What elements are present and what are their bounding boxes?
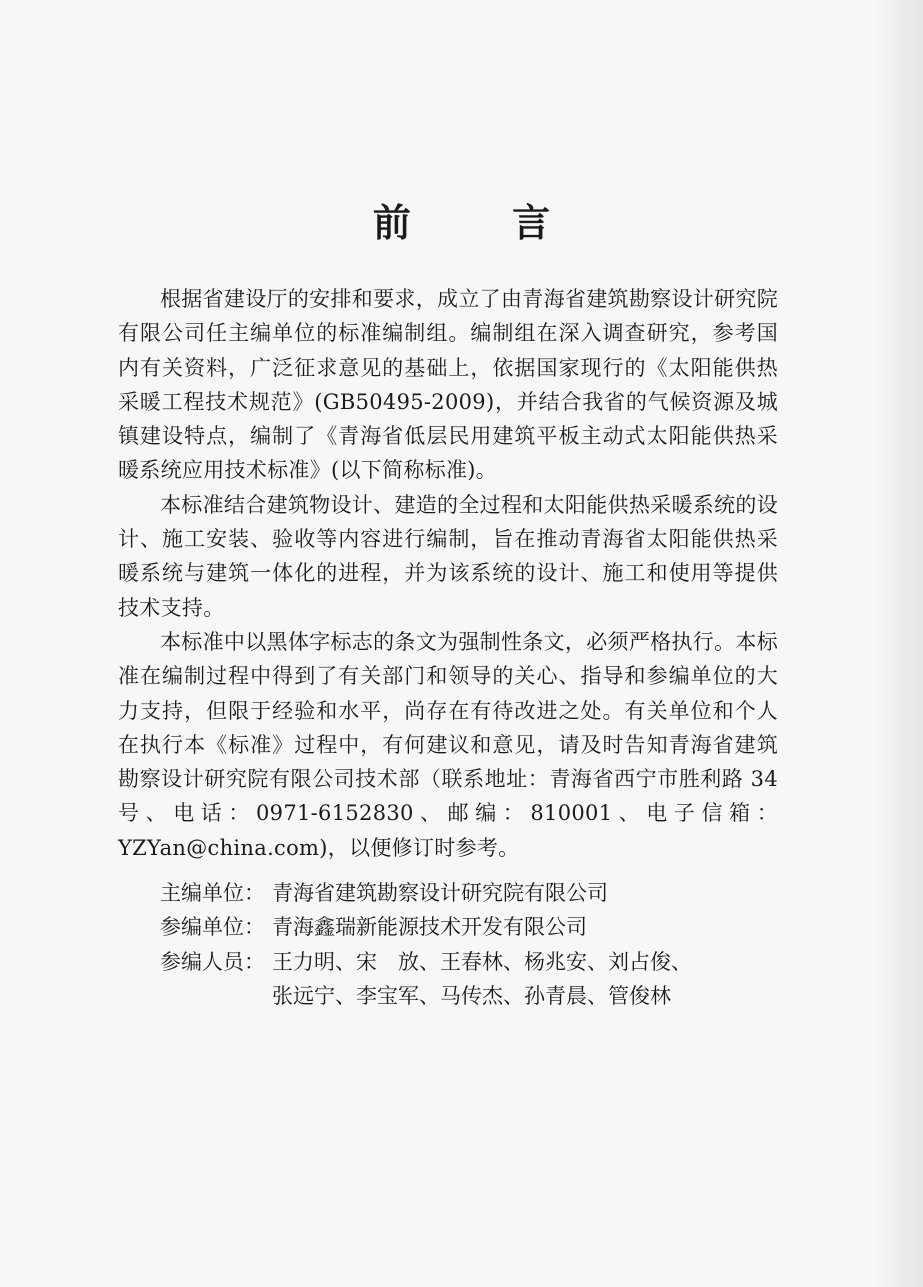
paragraph-1: 根据省建设厅的安排和要求，成立了由青海省建筑勘察设计研究院有限公司任主编单位的标准编制组。编制组在深入调查研究，参考国内有关资料，广泛征求意见的基础上，依据国家现行的《太阳能供热采暖工程技术规范》(GB50495-2009)，并结合我省的气候资源及城镇建设特点，编制了《青海省低层民用建筑平板主动式太阳能供热采暖系统应用技术标准》(以下简称标准)。 — [118, 287, 778, 483]
staff-label: 参编人员： — [160, 949, 265, 974]
paragraph-3: 本标准中以黑体字标志的条文为强制性条文，必须严格执行。本标准在编制过程中得到了有关部门和领导的关心、指导和参编单位的大力支持，但限于经验和水平，尚存在有待改进之处。有关单位和个人在执行本《标准》过程中，有何建议和意见，请及时告知青海省建筑勘察设计研究院有限公司技术部（联系地址：青海省西宁市胜利路 34 号、电话：0971-6152830、邮编：810001、电子信箱：YZYan@china.com)，以便修订时参考。 — [118, 629, 778, 860]
chief-editor-value: 青海省建筑勘察设计研究院有限公司 — [272, 881, 608, 905]
credits-block — [160, 876, 780, 1013]
page-title: 前 言 — [372, 201, 595, 245]
participant-unit-label: 参编单位： — [160, 915, 265, 940]
paragraph-2: 本标准结合建筑物设计、建造的全过程和太阳能供热采暖系统的设计、施工安装、验收等内容进行编制，旨在推动青海省太阳能供热采暖系统与建筑一体化的进程，并为该系统的设计、施工和使用等提供技术支持。 — [118, 492, 778, 620]
preface-body — [118, 282, 778, 865]
chief-editor-label: 主编单位： — [160, 881, 265, 905]
staff-line-1: 王力明、宋 放、王春林、杨兆安、刘占俊、 — [272, 949, 692, 974]
chief-editor-row — [160, 876, 780, 910]
staff-row — [160, 945, 780, 1014]
participant-unit-value: 青海鑫瑞新能源技术开发有限公司 — [272, 915, 587, 940]
staff-line-2: 张远宁、李宝军、马传杰、孙青晨、管俊林 — [272, 983, 671, 1008]
participant-unit-row — [160, 910, 780, 944]
staff-value — [272, 945, 780, 1014]
